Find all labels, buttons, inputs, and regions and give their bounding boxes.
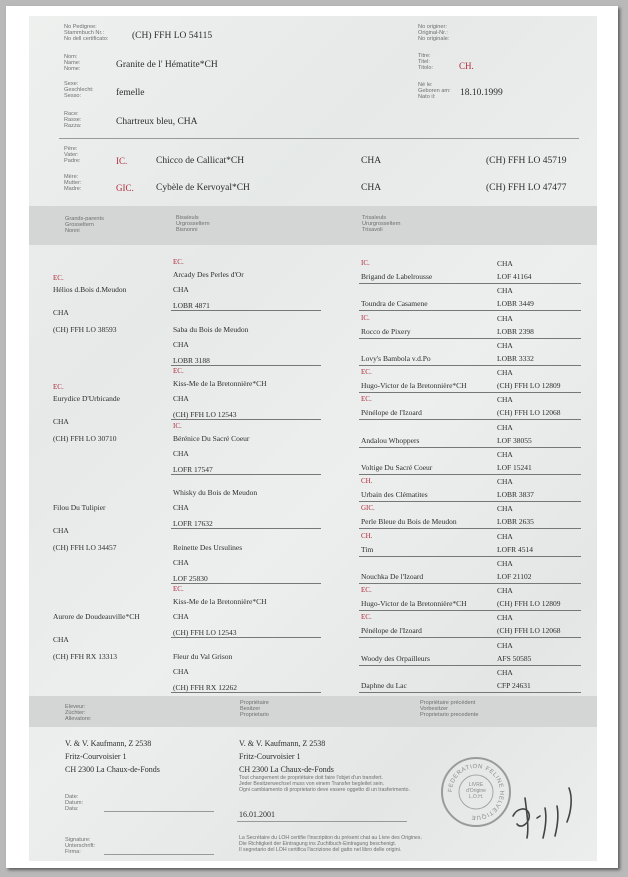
great-great-grandparent-name: Woody des Orpailleurs	[361, 653, 430, 663]
great-grandparent-name: Saba du Bois de Meudon	[173, 324, 249, 334]
great-great-grandparent-title: IC.	[361, 259, 370, 267]
great-grandparent-name: Fleur du Val Grison	[173, 651, 233, 661]
great-grandparent-breed: CHA	[173, 394, 189, 403]
stamp-center-text: LIVRE d'Origine L.O.H.	[466, 782, 486, 800]
great-grandparent-underline	[171, 310, 321, 311]
birth-date-label: Né le: Geboren am: Nato il:	[418, 82, 451, 100]
great-grandparent-breed: CHA	[173, 503, 189, 512]
great-great-grandparent-name: Pénélope de l'Izoard	[361, 408, 422, 418]
great-great-grandparent-registration: LOF 38055	[497, 435, 532, 445]
great-grandparent-title: EC.	[173, 258, 184, 266]
great-great-grandparent-name: Brigand de Labelrousse	[361, 272, 433, 281]
great-great-grandparent-name: Urbain des Clématites	[361, 490, 428, 499]
great-great-grandparent-breed: CHA	[497, 313, 513, 323]
great-great-grandparent-registration: LOF 15241	[497, 462, 532, 472]
breeder-street: Fritz-Courvoisier 1	[65, 752, 127, 761]
great-great-grandparent-underline	[359, 528, 581, 529]
father-registration: (CH) FFH LO 45719	[486, 156, 567, 166]
great-grandparent-underline	[171, 583, 321, 584]
breed-label: Race: Rasse: Razza:	[64, 111, 82, 129]
great-grandparent-breed: CHA	[173, 666, 189, 676]
cat-breed: Chartreux bleu, CHA	[116, 117, 198, 127]
great-great-grandparent-registration: (CH) FFH LO 12068	[497, 626, 561, 636]
great-great-grandparent-name: Lovy's Bambola v.d.Po	[361, 353, 431, 363]
great-great-grandparent-registration: (CH) FFH LO 12068	[497, 408, 561, 418]
great-great-grandparent-underline	[359, 338, 581, 339]
certificate-date: 16.01.2001	[239, 810, 275, 819]
footer-header-band	[29, 696, 597, 727]
great-grandparent-title: EC.	[173, 367, 184, 375]
great-great-grandparent-underline	[359, 501, 581, 502]
breeder-name: V. & V. Kaufmann, Z 2538	[65, 739, 152, 748]
great-great-grandparent-name: Perle Bleue du Bois de Meudon	[361, 517, 457, 527]
great-great-grandparent-underline	[359, 447, 581, 448]
great-great-grandparent-underline	[359, 583, 581, 584]
cat-title: CH.	[459, 61, 474, 71]
birth-date: 18.10.1999	[460, 88, 503, 98]
great-great-grandparent-registration: LOBR 3332	[497, 353, 534, 363]
great-grandparent-breed: CHA	[173, 448, 189, 458]
great-great-grandparent-underline	[359, 365, 581, 366]
title-label: Titre: Titel: Titolo:	[418, 53, 434, 71]
grandparent-registration: (CH) FFH LO 38593	[53, 325, 117, 334]
great-great-grandparent-name: Pénélope de l'Izoard	[361, 626, 422, 636]
great-grandparent-title: IC.	[173, 421, 182, 430]
great-grandparent-title: EC.	[173, 585, 184, 593]
great-great-grandparent-breed: CHA	[497, 558, 513, 568]
sex-label: Sexe: Geschlecht: Sesso:	[64, 81, 94, 99]
great-great-grandparent-underline	[359, 556, 581, 557]
grandparent-registration: (CH) FFH LO 34457	[53, 543, 117, 552]
great-great-grandparent-name: Andalou Whoppers	[361, 435, 420, 445]
federation-stamp	[441, 757, 511, 827]
great-great-grandparent-name: Nouchka De l'Izoard	[361, 571, 424, 581]
header-divider	[59, 138, 579, 139]
great-grandparent-registration: (CH) FFH LO 12543	[173, 410, 237, 419]
certify-note: La Secrétaire du LOH certifie l'inscription du présent chat au Livre des Origines. Die Richtigkeit der Eintragung ins Zuchtbuch-Eintragung beschenigt. Il segretario del LOH certifica l'iscrizione del gatto nel libro delle origini.	[239, 835, 422, 853]
great-great-grandparent-underline	[359, 419, 581, 420]
breeder-label: Eleveur: Züchter: Allevatore:	[65, 704, 92, 722]
great-great-grandparent-title: EC.	[361, 368, 372, 376]
great-grandparent-name: Whisky du Bois de Meudon	[173, 488, 258, 497]
father-label: Père: Vater: Padre:	[64, 146, 81, 164]
great-great-grandparent-breed: CHA	[497, 340, 513, 350]
great-great-grandparent-registration: LOBR 2635	[497, 517, 534, 527]
great-grandparent-breed: CHA	[173, 285, 189, 294]
great-great-grandparent-underline	[359, 310, 581, 311]
great-great-grandparent-title: IC.	[361, 313, 370, 322]
great-grandparent-name: Kiss-Me de la Bretonnière*CH	[173, 597, 267, 606]
great-great-grandparent-breed: CHA	[497, 667, 513, 677]
grandparent-name: Filou Du Tulipier	[53, 503, 106, 512]
great-great-grandparent-name: Hugo-Victor de la Bretonnière*CH	[361, 381, 467, 390]
great-grandparent-underline	[171, 528, 321, 529]
great-great-grandparent-registration: LOF 41164	[497, 272, 532, 281]
great-grandparent-registration: LOBR 3188	[173, 355, 210, 365]
great-grandparent-name: Kiss-Me de la Bretonnière*CH	[173, 379, 267, 388]
great-grandparent-name: Reinette Des Ursulines	[173, 542, 243, 552]
mother-title: GIC.	[116, 183, 134, 193]
great-grandparent-underline	[171, 474, 321, 475]
great-great-grandparent-breed: CHA	[497, 395, 513, 405]
great-grandparent-registration: LOFR 17547	[173, 464, 213, 474]
cat-name-label: Nom: Name: Nome:	[64, 54, 81, 72]
great-great-grandparent-underline	[359, 610, 581, 611]
great-great-grandparent-registration: AFS 50585	[497, 653, 532, 663]
great-grandparent-underline	[171, 365, 321, 366]
great-great-grandparent-name: Rocco de Pixery	[361, 326, 411, 336]
great-grandparent-breed: CHA	[173, 557, 189, 567]
date-underline	[237, 821, 407, 822]
mother-breed: CHA	[361, 183, 382, 193]
owner-label: Propriétaire Besitzer Proprietario	[240, 700, 269, 718]
origin-number-label: No originer: Original-Nr.: No originale:	[418, 24, 450, 42]
signature-line	[104, 854, 214, 855]
great-great-grandparent-registration: LOBR 3449	[497, 299, 534, 309]
great-grandparent-registration: (CH) FFH RX 12262	[173, 682, 237, 692]
breeder-city: CH 2300 La Chaux-de-Fonds	[65, 765, 160, 774]
great-great-grandparent-name: Tim	[361, 544, 374, 554]
cat-sex: femelle	[116, 88, 145, 98]
grandparent-breed: CHA	[53, 526, 69, 535]
great-grandparent-name: Bérénice Du Sacré Coeur	[173, 433, 250, 443]
grandparent-name: Hélios d.Bois d.Meudon	[53, 285, 127, 294]
great-great-grandparent-registration: CFP 24631	[497, 680, 531, 690]
great-great-grandparent-title: CH.	[361, 477, 373, 485]
mother-registration: (CH) FFH LO 47477	[486, 183, 567, 193]
mother-name: Cybèle de Kervoyal*CH	[156, 183, 250, 193]
stamp-ring-text: FEDERATION FELINE HELVETIQUE	[447, 763, 505, 821]
great-great-grandparent-title: CH.	[361, 531, 373, 540]
father-breed: CHA	[361, 156, 382, 166]
great-great-grandparent-breed: CHA	[497, 477, 513, 486]
great-grandparent-underline	[171, 692, 321, 693]
pedigree-certificate	[29, 16, 597, 861]
great-great-grandparent-breed: CHA	[497, 504, 513, 514]
great-grandparent-registration: LOBR 4871	[173, 301, 210, 310]
scan-frame	[6, 6, 618, 868]
signature-label: Signature: Unterschrift: Firma:	[65, 837, 96, 855]
great-great-grandparent-underline	[359, 692, 581, 693]
great-great-grandparent-breed: CHA	[497, 586, 513, 595]
cat-name: Granite de l' Hématite*CH	[116, 60, 218, 70]
great-great-grandparent-registration: (CH) FFH LO 12809	[497, 599, 561, 608]
date-line	[104, 811, 214, 812]
owner-name: V. & V. Kaufmann, Z 2538	[239, 739, 326, 748]
great-great-grandparent-registration: LOF 21102	[497, 571, 532, 581]
great-great-grandparent-breed: CHA	[497, 613, 513, 623]
grandparent-registration: (CH) FFH RX 13313	[53, 652, 117, 661]
date-label: Date: Datum: Data:	[65, 794, 84, 812]
great-grandparent-breed: CHA	[173, 612, 189, 621]
grandparents-heading: Grands-parents Grosseltern Nonni	[65, 216, 104, 234]
great-great-grandparent-breed: CHA	[497, 531, 513, 541]
father-title: IC.	[116, 156, 128, 166]
great-great-grandparent-breed: CHA	[497, 422, 513, 432]
grandparent-name: Eurydice D'Urbicande	[53, 394, 120, 403]
transfer-note: Tout changement de propriétaire doit faire l'objet d'un transfert. Jeder Besitzerwechsel muss von einem Transfer begleitet sein. Ogni cambiamento di proprietario deve essere oggetto di un trasferimento.	[239, 775, 410, 793]
handwritten-signature	[507, 778, 587, 843]
great-great-grandparent-name: Toundra de Casamene	[361, 299, 428, 309]
grandparent-name: Aurore de Doudeauville*CH	[53, 612, 140, 621]
great-great-grandparent-breed: CHA	[497, 259, 513, 268]
great-grandparent-underline	[171, 419, 321, 420]
grandparent-title: EC.	[53, 383, 64, 391]
pedigree-number: (CH) FFH LO 54115	[132, 31, 213, 41]
great-great-grandparent-name: Daphne du Lac	[361, 680, 407, 690]
great-great-grandparent-breed: CHA	[497, 368, 513, 377]
great-great-grandparent-title: EC.	[361, 395, 372, 404]
grandparent-breed: CHA	[53, 417, 69, 426]
great-great-grandparent-registration: LOBR 3837	[497, 490, 534, 499]
owner-street: Fritz-Courvoisier 1	[239, 752, 301, 761]
pedigree-number-label: No Pedigree: Stammbuch Nr.: No dell certificato:	[64, 24, 109, 42]
grandparent-title: EC.	[53, 274, 64, 282]
great-great-grandparent-title: GIC.	[361, 504, 375, 513]
grandparent-breed: CHA	[53, 308, 69, 317]
great-great-grandparent-underline	[359, 392, 581, 393]
great-great-grandparent-title: EC.	[361, 586, 372, 594]
great-grandparent-underline	[171, 637, 321, 638]
great-grandparent-registration: LOF 25830	[173, 573, 208, 583]
great-grandparent-registration: (CH) FFH LO 12543	[173, 628, 237, 637]
great-great-grandparent-registration: (CH) FFH LO 12809	[497, 381, 561, 390]
great-great-grandparent-name: Voltige Du Sacré Coeur	[361, 462, 433, 472]
great-great-grandparent-underline	[359, 283, 581, 284]
grandparent-registration: (CH) FFH LO 30710	[53, 434, 117, 443]
great-great-grandparent-underline	[359, 665, 581, 666]
great-great-grandparent-title: EC.	[361, 613, 372, 622]
great-grandparents-heading: Bisaïeuls Urgrosseltern Bisnonni	[176, 215, 210, 233]
father-name: Chicco de Callicat*CH	[156, 156, 245, 166]
great-great-grandparent-registration: LOFR 4514	[497, 544, 534, 554]
great-great-grandparent-breed: CHA	[497, 640, 513, 650]
great-grandparent-name: Arcady Des Perles d'Or	[173, 270, 244, 279]
previous-owner-label: Propriétaire précédent Vorbesitzer Proprietario precedente	[420, 700, 479, 718]
owner-city: CH 2300 La Chaux-de-Fonds	[239, 765, 334, 774]
great-grandparent-registration: LOFR 17632	[173, 519, 213, 528]
grandparent-breed: CHA	[53, 635, 69, 644]
great-great-grandparent-registration: LOBR 2398	[497, 326, 534, 336]
column-header-band	[29, 206, 597, 245]
mother-label: Mère: Mutter: Madre:	[64, 174, 82, 192]
great-great-grandparent-breed: CHA	[497, 449, 513, 459]
great-great-grandparent-underline	[359, 637, 581, 638]
great-great-grandparents-heading: Trisaïeuls Ururgrosseltern Trisavoli	[362, 215, 401, 233]
great-great-grandparent-breed: CHA	[497, 286, 513, 296]
great-great-grandparent-underline	[359, 474, 581, 475]
great-great-grandparent-name: Hugo-Victor de la Bretonnière*CH	[361, 599, 467, 608]
great-grandparent-breed: CHA	[173, 339, 189, 349]
